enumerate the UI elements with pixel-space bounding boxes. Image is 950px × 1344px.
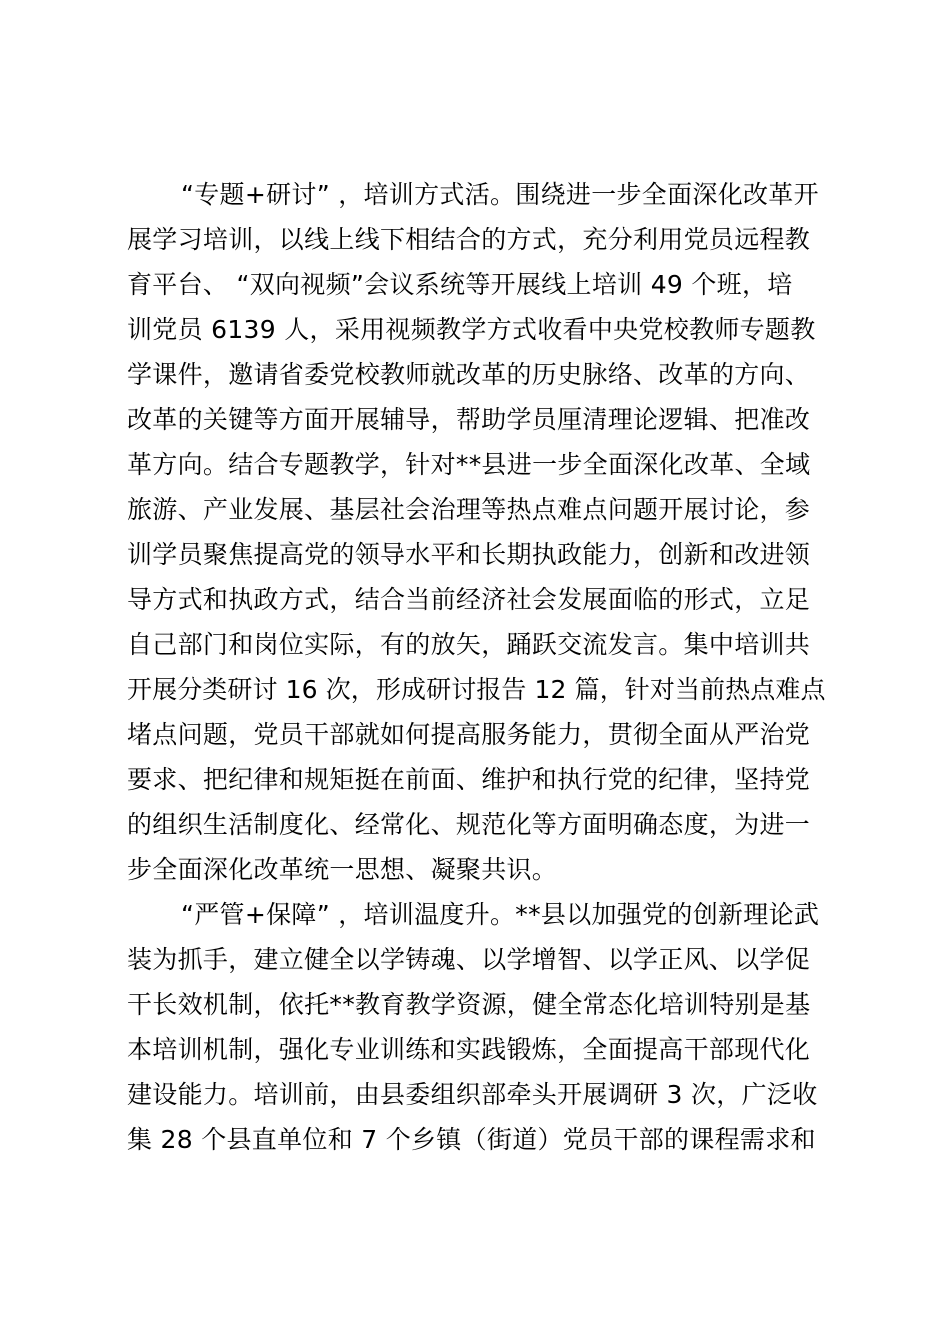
text-line: 本培训机制，强化专业训练和实践锻炼，全面提高干部现代化 <box>127 1035 811 1064</box>
text-line: 装为抓手，建立健全以学铸魂、以学增智、以学正风、以学促 <box>127 945 811 974</box>
text-line: 育平台、 “双向视频”会议系统等开展线上培训 49 个班，培 <box>127 270 793 299</box>
text-line: 建设能力。培训前，由县委组织部牵头开展调研 3 次，广泛收 <box>127 1080 818 1109</box>
text-line: 改革的关键等方面开展辅导，帮助学员厘清理论逻辑、把准改 <box>127 405 811 434</box>
document-body <box>127 172 827 1162</box>
text-line: “严管+保障” ，培训温度升。**县以加强党的创新理论武 <box>181 900 820 929</box>
text-line: 训党员 6139 人，采用视频教学方式收看中央党校教师专题教 <box>127 315 816 344</box>
text-line: 训学员聚焦提高党的领导水平和长期执政能力，创新和改进领 <box>127 540 811 569</box>
text-line: 革方向。结合专题教学，针对**县进一步全面深化改革、全域 <box>127 450 811 479</box>
paragraph-training-methods <box>127 172 827 892</box>
text-line: 学课件，邀请省委党校教师就改革的历史脉络、改革的方向、 <box>127 360 811 389</box>
text-line: 集 28 个县直单位和 7 个乡镇（街道）党员干部的课程需求和 <box>127 1125 816 1154</box>
text-line: 的组织生活制度化、经常化、规范化等方面明确态度，为进一 <box>127 810 811 839</box>
text-line: 开展分类研讨 16 次，形成研讨报告 12 篇，针对当前热点难点 <box>127 675 826 704</box>
text-line: 自己部门和岗位实际，有的放矢，踊跃交流发言。集中培训共 <box>127 630 811 659</box>
text-line: “专题+研讨” ，培训方式活。围绕进一步全面深化改革开 <box>181 180 819 209</box>
text-line: 干长效机制，依托**教育教学资源，健全常态化培训特别是基 <box>127 990 811 1019</box>
text-line: 旅游、产业发展、基层社会治理等热点难点问题开展讨论，参 <box>127 495 811 524</box>
text-line: 步全面深化改革统一思想、凝聚共识。 <box>127 855 558 884</box>
text-line: 要求、把纪律和规矩挺在前面、维护和执行党的纪律，坚持党 <box>127 765 811 794</box>
text-line: 堵点问题，党员干部就如何提高服务能力，贯彻全面从严治党 <box>127 720 811 749</box>
paragraph-strict-management <box>127 892 827 1162</box>
text-line: 导方式和执政方式，结合当前经济社会发展面临的形式，立足 <box>127 585 811 614</box>
text-line: 展学习培训，以线上线下相结合的方式，充分利用党员远程教 <box>127 225 811 254</box>
